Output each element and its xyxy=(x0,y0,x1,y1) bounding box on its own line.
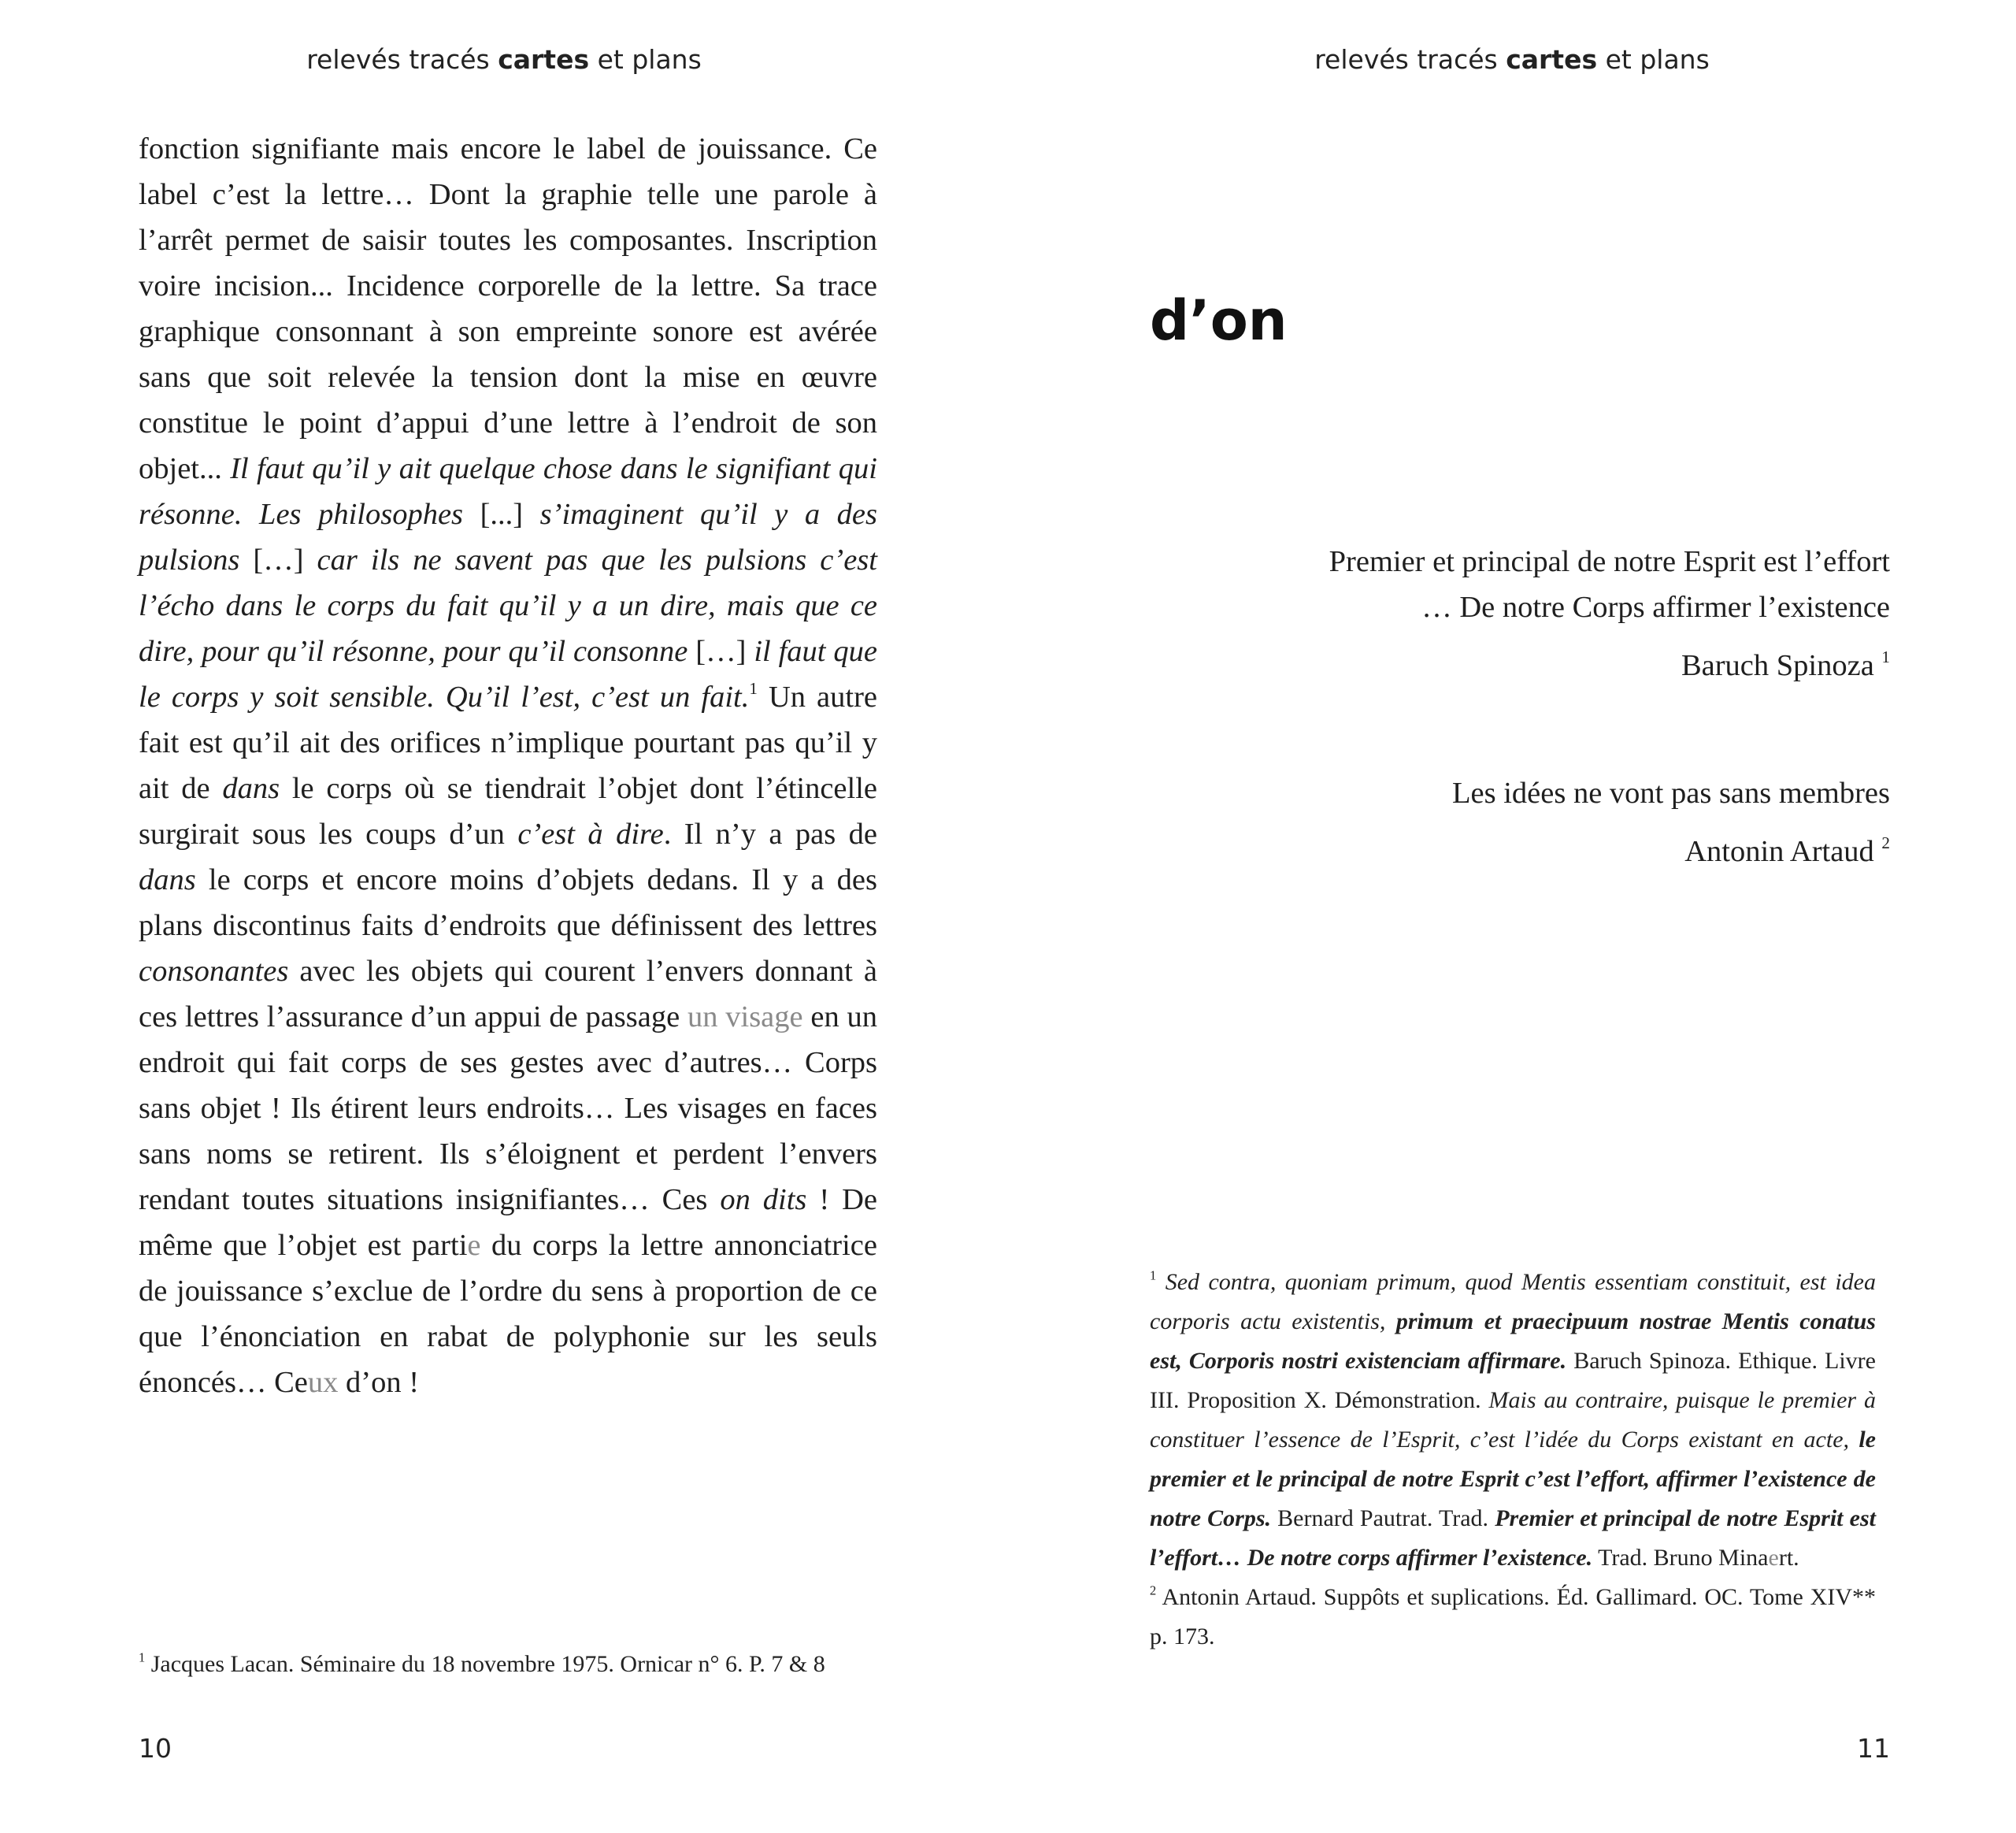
text-run: e xyxy=(467,1229,481,1262)
footnote-text: Jacques Lacan. Séminaire du 18 novembre 1975. Ornicar n° 6. P. 7 & 8 xyxy=(145,1651,825,1677)
footnote-reference: 2 xyxy=(1881,833,1890,853)
italic-run: Il faut qu’il y ait quelque chose dans le signifiant qui résonne. Les philosophes xyxy=(139,452,877,531)
text-run: . Il n’y a pas de xyxy=(663,818,877,851)
running-head-bold: cartes xyxy=(498,44,590,75)
page-number: 10 xyxy=(139,1733,172,1764)
running-head-bold: cartes xyxy=(1506,44,1598,75)
text-run: le corps et encore moins d’objets dedans. Il y a des plans discontinus faits d’endroits que définissent des lettres xyxy=(139,863,877,942)
text-run: Antonin Artaud. Suppôts et suplications. Éd. Gallimard. OC. Tome XIV** p. 173. xyxy=(1150,1584,1876,1649)
epigraph-spinoza xyxy=(1181,539,1890,688)
text-run: Bernard Pautrat. Trad. xyxy=(1271,1505,1495,1531)
text-run: en un endroit qui fait corps de ses gestes avec d’autres… Corps sans objet ! Ils étirent leurs endroits… Les visages en faces sans noms se retirent. Ils s’éloignent et perdent l’envers rendant toutes situations insignifiantes… Ces xyxy=(139,1000,878,1216)
epigraph-author xyxy=(1181,829,1890,874)
footnote-number: 1 xyxy=(139,1649,146,1665)
epigraph-line: Les idées ne vont pas sans membres xyxy=(1452,777,1890,810)
text-run: avec les objets qui courent l’envers donnant à ces lettres l’assurance d’un appui de passage xyxy=(139,955,877,1033)
italic-run: dans xyxy=(222,772,280,805)
footnotes xyxy=(1150,1263,1876,1657)
text-run: […] xyxy=(687,635,754,668)
italic-run: c’est à dire xyxy=(517,818,664,851)
text-run: fonction signifiante mais encore le label de jouissance. Ce label c’est la lettre… Dont la graphie telle une parole à l’arrêt permet de saisir toutes les composantes. Inscription voire incision... Incidence corporelle de la lettre. Sa trace graphique consonnant à son empreinte sonore est avérée sans que soit relevée la tension dont la mise en œuvre constitue le point d’appui d’une lettre à l’endroit de son objet... xyxy=(139,132,877,485)
bold-italic-run: Premier et principal de notre Esprit est l’effort… De notre corps affirmer l’existence. xyxy=(1150,1505,1876,1571)
epigraph-author xyxy=(1181,643,1890,688)
text-run: ux xyxy=(307,1366,339,1399)
running-head-text: relevés tracés xyxy=(306,44,498,75)
footnote-reference: 1 xyxy=(1150,1267,1157,1283)
right-page xyxy=(1008,0,2016,1833)
epigraph-line: Premier et principal de notre Esprit est l’effort xyxy=(1329,545,1890,578)
text-run: Baruch Spinoza. Ethique. Livre III. Proposition X. Démonstration. xyxy=(1150,1348,1876,1413)
running-head-text: relevés tracés xyxy=(1314,44,1506,75)
bold-italic-run: primum et praecipuum nostrae Mentis conatus est, Corporis nostri existenciam affirmare. xyxy=(1150,1308,1876,1374)
text-run: du corps la lettre annonciatrice de jouissance s’exclue de l’ordre du sens à proportion de ce que l’énonciation en rabat de polyphonie sur les seuls énoncés… Ce xyxy=(139,1229,877,1399)
footnote-2 xyxy=(1150,1578,1876,1657)
text-run: ! De même que l’objet est parti xyxy=(139,1183,877,1262)
epigraph-author-name: Baruch Spinoza xyxy=(1681,649,1874,682)
italic-run: car ils ne savent pas que les pulsions c’est l’écho dans le corps du fait qu’il y a un dire, mais que ce dire, pour qu’il résonne, pour qu’il consonne xyxy=(139,544,877,668)
running-head xyxy=(79,44,929,75)
running-head-text: et plans xyxy=(589,44,702,75)
body-text xyxy=(139,126,877,1405)
epigraph-artaud xyxy=(1181,770,1890,874)
text-run: Trad. Bruno Mina xyxy=(1592,1545,1769,1571)
footnote-reference: 1 xyxy=(1881,647,1890,667)
text-run: e xyxy=(1768,1545,1779,1571)
italic-run: Mais au contraire, puisque le premier à constituer l’essence de l’Esprit, c’est l’idée du Corps existant en acte, xyxy=(1150,1387,1876,1453)
footnote-1 xyxy=(1150,1263,1876,1578)
italic-run: consonantes xyxy=(139,955,289,988)
footnote-reference: 1 xyxy=(749,679,758,699)
text-run: rt. xyxy=(1778,1545,1799,1571)
text-run: […] xyxy=(239,544,317,577)
italic-run: s’imaginent qu’il y a des pulsions xyxy=(139,498,877,577)
bold-italic-run: le premier et le principal de notre Esprit c’est l’effort, affirmer l’existence de notre Corps. xyxy=(1150,1427,1876,1531)
epigraph-author-name: Antonin Artaud xyxy=(1684,835,1874,868)
italic-run: on dits xyxy=(720,1183,807,1216)
text-run: un visage xyxy=(687,1000,803,1033)
text-run: [...] xyxy=(463,498,540,531)
text-run: Un autre fait est qu’il ait des orifices n’implique pourtant pas qu’il y ait de xyxy=(139,681,878,805)
page-number: 11 xyxy=(1857,1733,1890,1764)
footnote xyxy=(139,1649,895,1680)
section-title: d’on xyxy=(1150,288,1288,353)
text-run: d’on ! xyxy=(338,1366,420,1399)
running-head xyxy=(1087,44,1937,75)
running-head-text: et plans xyxy=(1597,44,1710,75)
text-run: le corps où se tiendrait l’objet dont l’étincelle surgirait sous les coups d’un xyxy=(139,772,877,851)
footnote-reference: 2 xyxy=(1150,1583,1157,1598)
italic-run: dans xyxy=(139,863,196,896)
italic-run: il faut que le corps y soit sensible. Qu’il l’est, c’est un fait. xyxy=(139,635,877,714)
epigraph-line: … De notre Corps affirmer l’existence xyxy=(1421,591,1890,624)
italic-run: Sed contra, quoniam primum, quod Mentis essentiam constituit, est idea corporis actu existentis, xyxy=(1150,1269,1876,1334)
